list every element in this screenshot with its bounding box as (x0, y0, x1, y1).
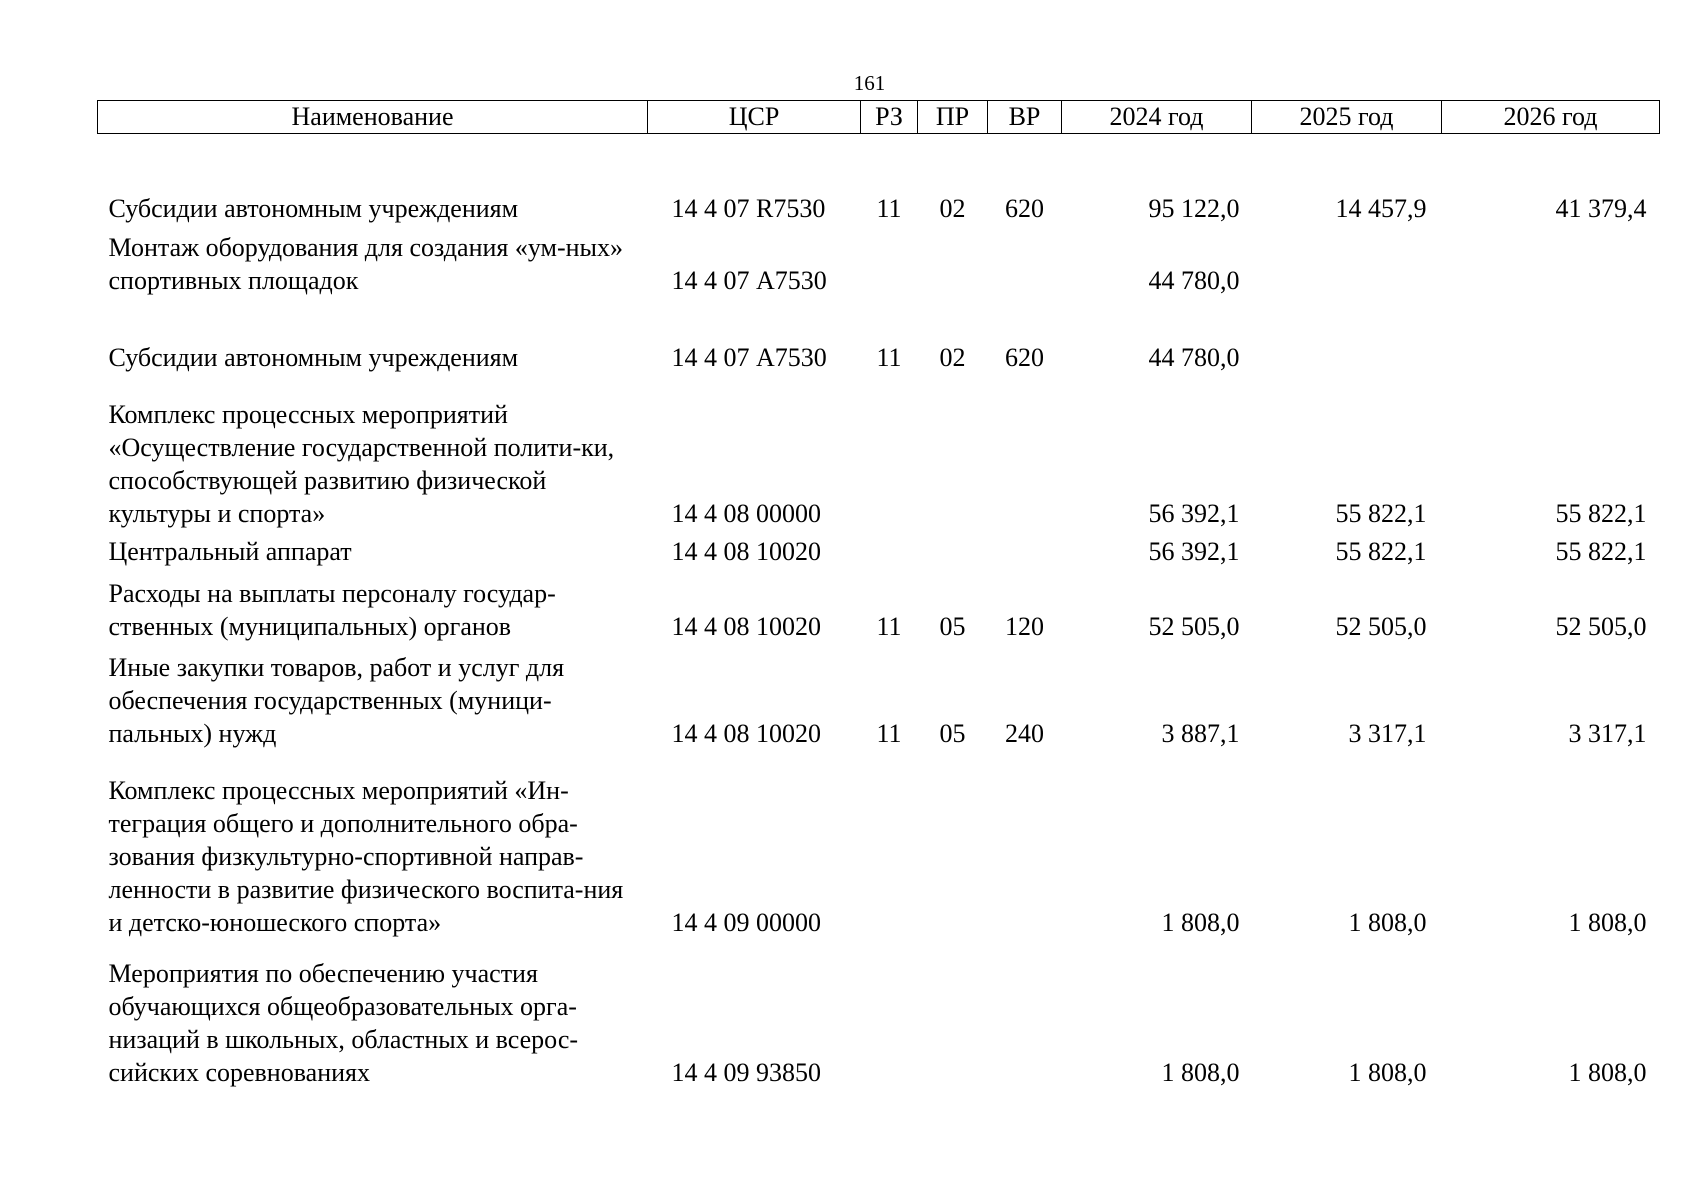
row-year-2025: 55 822,1 (1335, 499, 1427, 528)
row-vr: 620 (1005, 194, 1044, 223)
row-year-2024: 95 122,0 (1148, 194, 1240, 223)
row-year-2024: 3 887,1 (1161, 719, 1240, 748)
row-year-2025: 52 505,0 (1335, 612, 1427, 641)
row-name: Субсидии автономным учреждениям (108, 194, 519, 223)
row-pr (918, 225, 988, 297)
header-name: Наименование (98, 101, 648, 134)
row-rz (861, 750, 918, 939)
row-year-2024: 44 780,0 (1148, 266, 1240, 295)
row-year-2026: 1 808,0 (1568, 1058, 1647, 1087)
row-pr: 05 (939, 612, 966, 641)
table-row (98, 939, 1660, 1089)
row-pr: 02 (939, 194, 966, 223)
row-year-2024: 1 808,0 (1161, 908, 1240, 937)
table-row (98, 643, 1660, 750)
header-year-2025: 2025 год (1252, 101, 1442, 134)
row-vr (988, 374, 1062, 530)
row-rz: 11 (876, 719, 902, 748)
header-year-2024: 2024 год (1062, 101, 1252, 134)
row-name: Иные закупки товаров, работ и услуг для обеспечения государственных (муници-пальных) нужд (108, 653, 565, 748)
row-year-2026: 3 317,1 (1568, 719, 1647, 748)
row-name: Монтаж оборудования для создания «ум-ных» спортивных площадок (108, 233, 624, 295)
row-vr: 120 (1005, 612, 1044, 641)
row-csr: 14 4 07 А7530 (671, 343, 827, 372)
row-vr (988, 750, 1062, 939)
row-rz (861, 939, 918, 1089)
row-pr (918, 939, 988, 1089)
spacer-row (98, 134, 1660, 186)
row-pr (918, 530, 988, 568)
row-name: Комплекс процессных мероприятий «Осуществление государственной полити-ки, способствующей развитию физической культуры и спорта» (108, 400, 615, 528)
row-year-2025: 55 822,1 (1335, 537, 1427, 566)
table-row (98, 374, 1660, 530)
row-year-2026: 55 822,1 (1555, 499, 1647, 528)
row-csr: 14 4 08 10020 (671, 719, 821, 748)
row-vr (988, 939, 1062, 1089)
table-header (98, 101, 1660, 134)
header-vr: ВР (988, 101, 1062, 134)
table-row (98, 297, 1660, 374)
header-csr: ЦСР (648, 101, 861, 134)
row-vr: 620 (1005, 343, 1044, 372)
row-year-2025 (1252, 225, 1442, 297)
row-name: Мероприятия по обеспечению участия обучающихся общеобразовательных орга-низаций в школьных, областных и всерос-сийских соревнованиях (108, 959, 579, 1087)
row-year-2024: 44 780,0 (1148, 343, 1240, 372)
row-csr: 14 4 07 R7530 (671, 194, 826, 223)
header-pr: ПР (918, 101, 988, 134)
page-number: 161 (853, 71, 886, 95)
row-year-2024: 1 808,0 (1161, 1058, 1240, 1087)
budget-table (97, 100, 1660, 1089)
row-year-2024: 52 505,0 (1148, 612, 1240, 641)
row-csr: 14 4 07 А7530 (671, 266, 827, 295)
header-rz: РЗ (861, 101, 918, 134)
row-year-2025: 14 457,9 (1335, 194, 1427, 223)
row-csr: 14 4 09 93850 (671, 1058, 821, 1087)
row-year-2025: 1 808,0 (1348, 908, 1427, 937)
row-year-2026 (1442, 225, 1660, 297)
table-row (98, 185, 1660, 225)
row-name: Субсидии автономным учреждениям (108, 343, 519, 372)
table-row (98, 530, 1660, 568)
row-year-2025 (1252, 297, 1442, 374)
row-csr: 14 4 08 10020 (671, 537, 821, 566)
row-year-2026: 41 379,4 (1555, 194, 1647, 223)
row-vr (988, 225, 1062, 297)
row-name: Центральный аппарат (108, 537, 352, 566)
table-row (98, 225, 1660, 297)
table-row (98, 568, 1660, 643)
row-pr (918, 750, 988, 939)
row-year-2025: 1 808,0 (1348, 1058, 1427, 1087)
table-row (98, 750, 1660, 939)
row-pr: 02 (939, 343, 966, 372)
row-year-2026 (1442, 297, 1660, 374)
row-year-2026: 52 505,0 (1555, 612, 1647, 641)
row-vr: 240 (1005, 719, 1044, 748)
row-rz (861, 374, 918, 530)
row-rz: 11 (876, 343, 902, 372)
row-name: Комплекс процессных мероприятий «Ин-теграция общего и дополнительного обра-зования физкультурно-спортивной направ-ленности в развитие физического воспита-ния и детско-юношеского спорта» (108, 776, 624, 937)
row-csr: 14 4 09 00000 (671, 908, 821, 937)
row-rz (861, 530, 918, 568)
row-rz (861, 225, 918, 297)
row-pr (918, 374, 988, 530)
row-rz: 11 (876, 194, 902, 223)
row-year-2025: 3 317,1 (1348, 719, 1427, 748)
row-csr: 14 4 08 10020 (671, 612, 821, 641)
row-year-2024: 56 392,1 (1148, 499, 1240, 528)
row-name: Расходы на выплаты персоналу государ-ственных (муниципальных) органов (108, 579, 556, 641)
row-year-2024: 56 392,1 (1148, 537, 1240, 566)
row-year-2026: 1 808,0 (1568, 908, 1647, 937)
row-rz: 11 (876, 612, 902, 641)
row-csr: 14 4 08 00000 (671, 499, 821, 528)
row-year-2026: 55 822,1 (1555, 537, 1647, 566)
row-pr: 05 (939, 719, 966, 748)
row-vr (988, 530, 1062, 568)
header-year-2026: 2026 год (1442, 101, 1660, 134)
